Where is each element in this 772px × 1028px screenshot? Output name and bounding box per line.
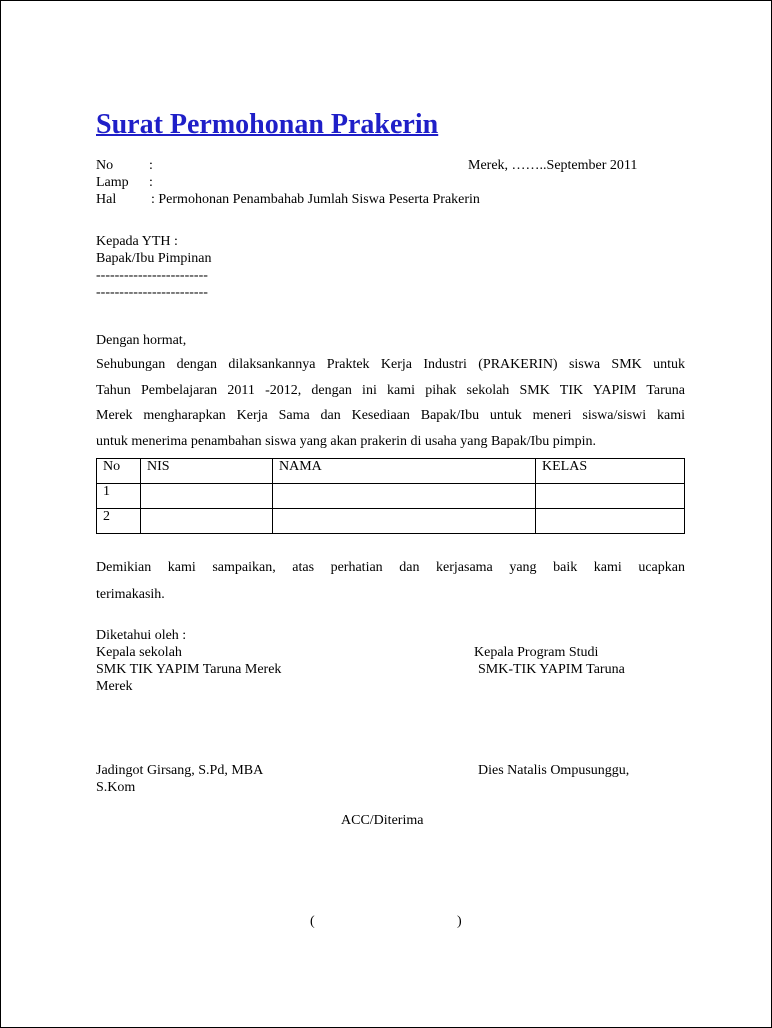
body-line-2: Tahun Pembelajaran 2011 -2012, dengan ini kami pihak sekolah SMK TIK YAPIM Taruna bbox=[96, 383, 685, 398]
right-signatory: Dies Natalis Ompusunggu, bbox=[478, 763, 630, 778]
cell-no: 1 bbox=[97, 484, 141, 509]
recipient-greeting: Kepada YTH : bbox=[96, 234, 178, 249]
header-nis: NIS bbox=[141, 459, 273, 484]
cell-nama bbox=[273, 509, 536, 534]
recipient-line-1: ------------------------ bbox=[96, 268, 208, 283]
body-line-4: untuk menerima penambahan siswa yang akan prakerin di usaha yang Bapak/Ibu pimpin. bbox=[96, 434, 596, 449]
header-no: No bbox=[97, 459, 141, 484]
paren-open: ( bbox=[310, 914, 315, 929]
cell-kelas bbox=[536, 484, 685, 509]
body-line-3: Merek mengharapkan Kerja Sama dan Kesediaan Bapak/Ibu untuk meneri siswa/siswi kami bbox=[96, 408, 685, 423]
hal-label: Hal bbox=[96, 192, 117, 207]
lamp-colon: : bbox=[149, 175, 153, 190]
body-line-1: Sehubungan dengan dilaksankannya Praktek Kerja Industri (PRAKERIN) siswa SMK untuk bbox=[96, 357, 685, 372]
acc-label: ACC/Diterima bbox=[341, 813, 424, 828]
left-role: Kepala sekolah bbox=[96, 645, 182, 660]
cell-nama bbox=[273, 484, 536, 509]
salutation: Dengan hormat, bbox=[96, 333, 187, 348]
recipient-line-2: ------------------------ bbox=[96, 285, 208, 300]
cell-kelas bbox=[536, 509, 685, 534]
right-role: Kepala Program Studi bbox=[474, 645, 599, 660]
header-nama: NAMA bbox=[273, 459, 536, 484]
closing-line-1: Demikian kami sampaikan, atas perhatian dan kerjasama yang baik kami ucapkan bbox=[96, 560, 685, 575]
no-colon: : bbox=[149, 158, 153, 173]
table-row bbox=[97, 484, 685, 509]
left-org: SMK TIK YAPIM Taruna Merek bbox=[96, 662, 282, 677]
closing-line-2: terimakasih. bbox=[96, 587, 165, 602]
letter-title: Surat Permohonan Prakerin bbox=[96, 109, 439, 140]
lamp-label: Lamp bbox=[96, 175, 129, 190]
left-org-cont: Merek bbox=[96, 679, 133, 694]
paren-close: ) bbox=[457, 914, 462, 929]
left-signatory-cont: S.Kom bbox=[96, 780, 136, 795]
student-table bbox=[96, 458, 685, 534]
cell-no: 2 bbox=[97, 509, 141, 534]
right-org: SMK-TIK YAPIM Taruna bbox=[478, 662, 625, 677]
place-date: Merek, ……..September 2011 bbox=[468, 158, 638, 173]
table-row bbox=[97, 509, 685, 534]
header-kelas: KELAS bbox=[536, 459, 685, 484]
known-by: Diketahui oleh : bbox=[96, 628, 187, 643]
left-signatory: Jadingot Girsang, S.Pd, MBA bbox=[96, 763, 264, 778]
table-header-row bbox=[97, 459, 685, 484]
cell-nis bbox=[141, 509, 273, 534]
recipient-name: Bapak/Ibu Pimpinan bbox=[96, 251, 212, 266]
cell-nis bbox=[141, 484, 273, 509]
hal-value: : Permohonan Penambahab Jumlah Siswa Peserta Prakerin bbox=[151, 192, 480, 207]
no-label: No bbox=[96, 158, 114, 173]
